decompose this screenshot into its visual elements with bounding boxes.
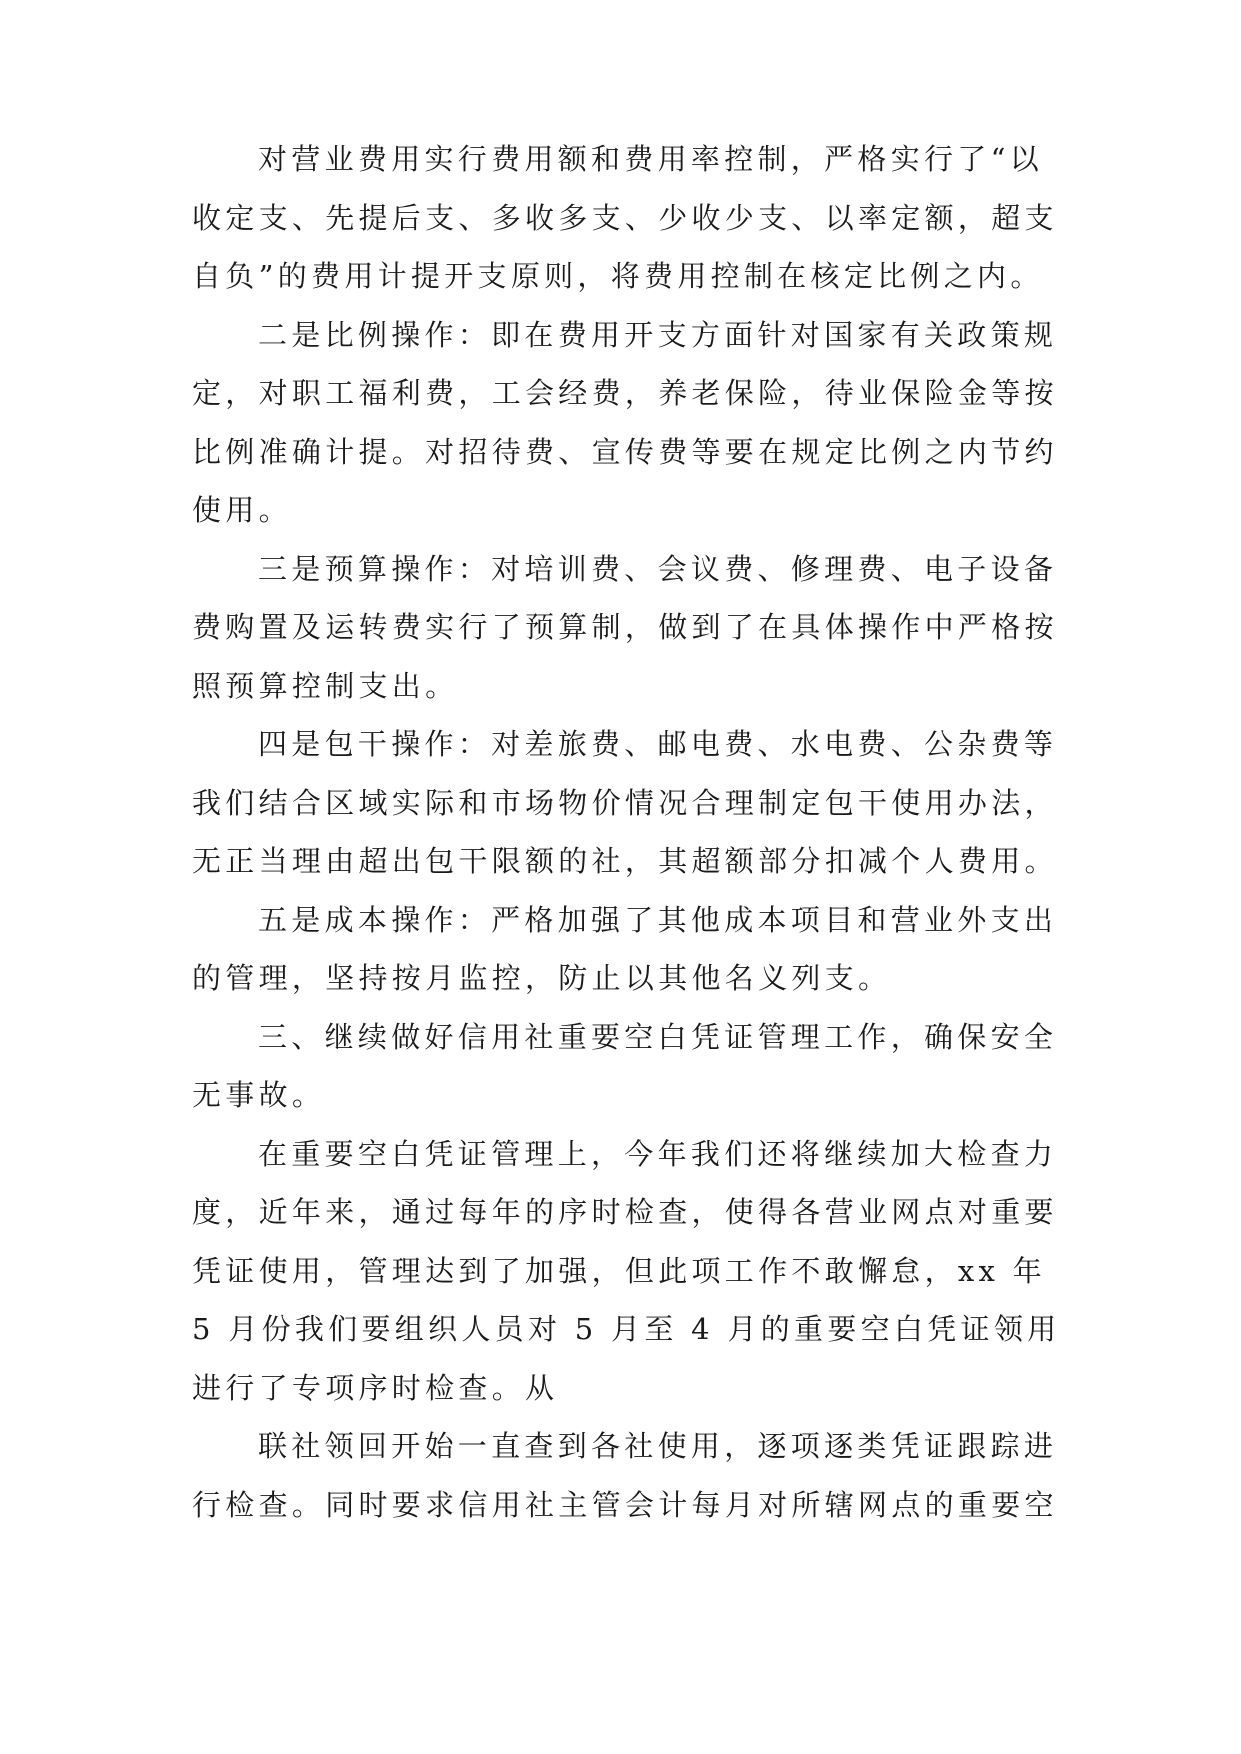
paragraph-ratio-operation: 二是比例操作：即在费用开支方面针对国家有关政策规定，对职工福利费，工会经费，养老保险，待业保险金等按比例准确计提。对招待费、宣传费等要在规定比例之内节约使用。 [192, 317, 1058, 527]
paragraph-voucher-inspection: 在重要空白凭证管理上，今年我们还将继续加大检查力度，近年来，通过每年的序时检查，使得各营业网点对重要凭证使用，管理达到了加强，但此项工作不敢懈怠，xx 年 5 月份我们要组织人员对 5 月至 4 月的重要空白凭证领用进行了专项序时检查。从 [192, 1136, 1061, 1405]
paragraph-cost-operation: 五是成本操作：严格加强了其他成本项目和营业外支出的管理，坚持按月监控，防止以其他名义列支。 [192, 902, 1058, 995]
paragraph-voucher-tracking: 联社领回开始一直查到各社使用，逐项逐类凭证跟踪进行检查。同时要求信用社主管会计每月对所辖网点的重要空 [192, 1429, 1058, 1522]
section-heading-blank-voucher: 三、继续做好信用社重要空白凭证管理工作，确保安全无事故。 [192, 1019, 1058, 1112]
paragraph-expense-control: 对营业费用实行费用额和费用率控制，严格实行了“以收定支、先提后支、多收多支、少收少支、以率定额，超支自负”的费用计提开支原则，将费用控制在核定比例之内。 [192, 142, 1058, 293]
document-body [192, 130, 1072, 1534]
paragraph-budget-operation: 三是预算操作：对培训费、会议费、修理费、电子设备费购置及运转费实行了预算制，做到了在具体操作中严格按照预算控制支出。 [192, 551, 1058, 703]
paragraph-lump-sum-operation: 四是包干操作：对差旅费、邮电费、水电费、公杂费等我们结合区域实际和市场物价情况合理制定包干使用办法，无正当理由超出包干限额的社，其超额部分扣减个人费用。 [192, 727, 1058, 878]
